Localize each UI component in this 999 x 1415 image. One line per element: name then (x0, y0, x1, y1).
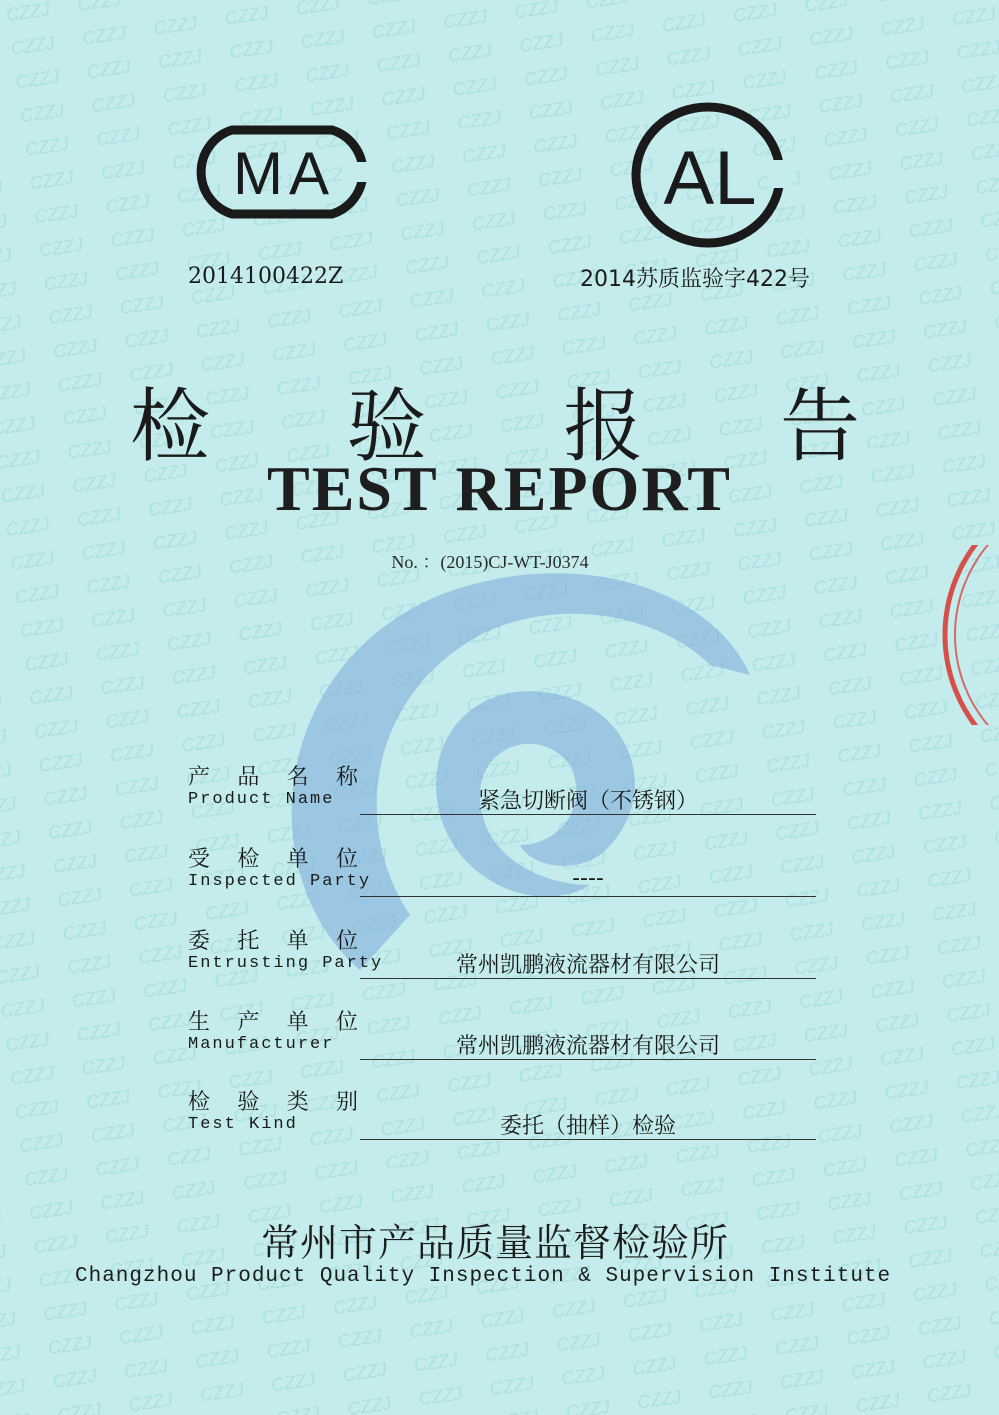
cma-cert-number: 2014100422Z (188, 264, 344, 289)
underline (360, 1059, 816, 1060)
field-test-kind (180, 1085, 820, 1155)
field-value: ---- (572, 866, 604, 891)
field-value: 常州凯鹏液流器材有限公司 (455, 953, 720, 978)
field-manufacturer (180, 1005, 820, 1075)
field-label-en: Test Kind (188, 1115, 298, 1134)
title-char: 验 (346, 380, 427, 473)
field-label-cn: 检 验 类 别 (188, 1090, 358, 1115)
title-char: 报 (563, 380, 644, 473)
title-char: 检 (130, 380, 210, 473)
field-inspected-party (180, 842, 820, 912)
field-value: 委托（抽样）检验 (499, 1114, 676, 1139)
field-label-en: Product Name (188, 790, 335, 809)
field-value: 常州凯鹏液流器材有限公司 (455, 1034, 720, 1059)
underline (360, 1139, 816, 1140)
cal-cert-number: 2014苏质监验字422号 (580, 267, 810, 292)
title-english: TEST REPORT (267, 453, 732, 524)
field-label-cn: 生 产 单 位 (188, 1010, 358, 1035)
field-label-en: Inspected Party (188, 872, 372, 891)
underline (360, 814, 816, 815)
institute-name-chinese: 常州市产品质量监督检验所 (260, 1221, 729, 1265)
field-entrusting-party (180, 924, 820, 994)
underline (360, 978, 816, 979)
underline (360, 896, 816, 897)
cma-logo (192, 122, 370, 222)
field-label-cn: 委 托 单 位 (188, 929, 358, 954)
field-product-name (180, 760, 820, 830)
svg-text:MA: MA (233, 140, 335, 207)
red-seal-stamp (935, 545, 999, 725)
svg-text:AL: AL (663, 136, 757, 221)
field-value: 紧急切断阀（不锈钢） (477, 789, 698, 814)
cal-logo (628, 100, 790, 250)
field-label-cn: 受 检 单 位 (188, 847, 358, 872)
title-char: 告 (779, 380, 860, 473)
institute-name-english: Changzhou Product Quality Inspection & Supervision Institute (75, 1265, 892, 1288)
field-label-cn: 产 品 名 称 (188, 765, 358, 790)
field-label-en: Entrusting Party (188, 954, 384, 973)
report-number: No. ：(2015)CJ-WT-J0374 (391, 552, 589, 572)
field-label-en: Manufacturer (188, 1035, 335, 1054)
